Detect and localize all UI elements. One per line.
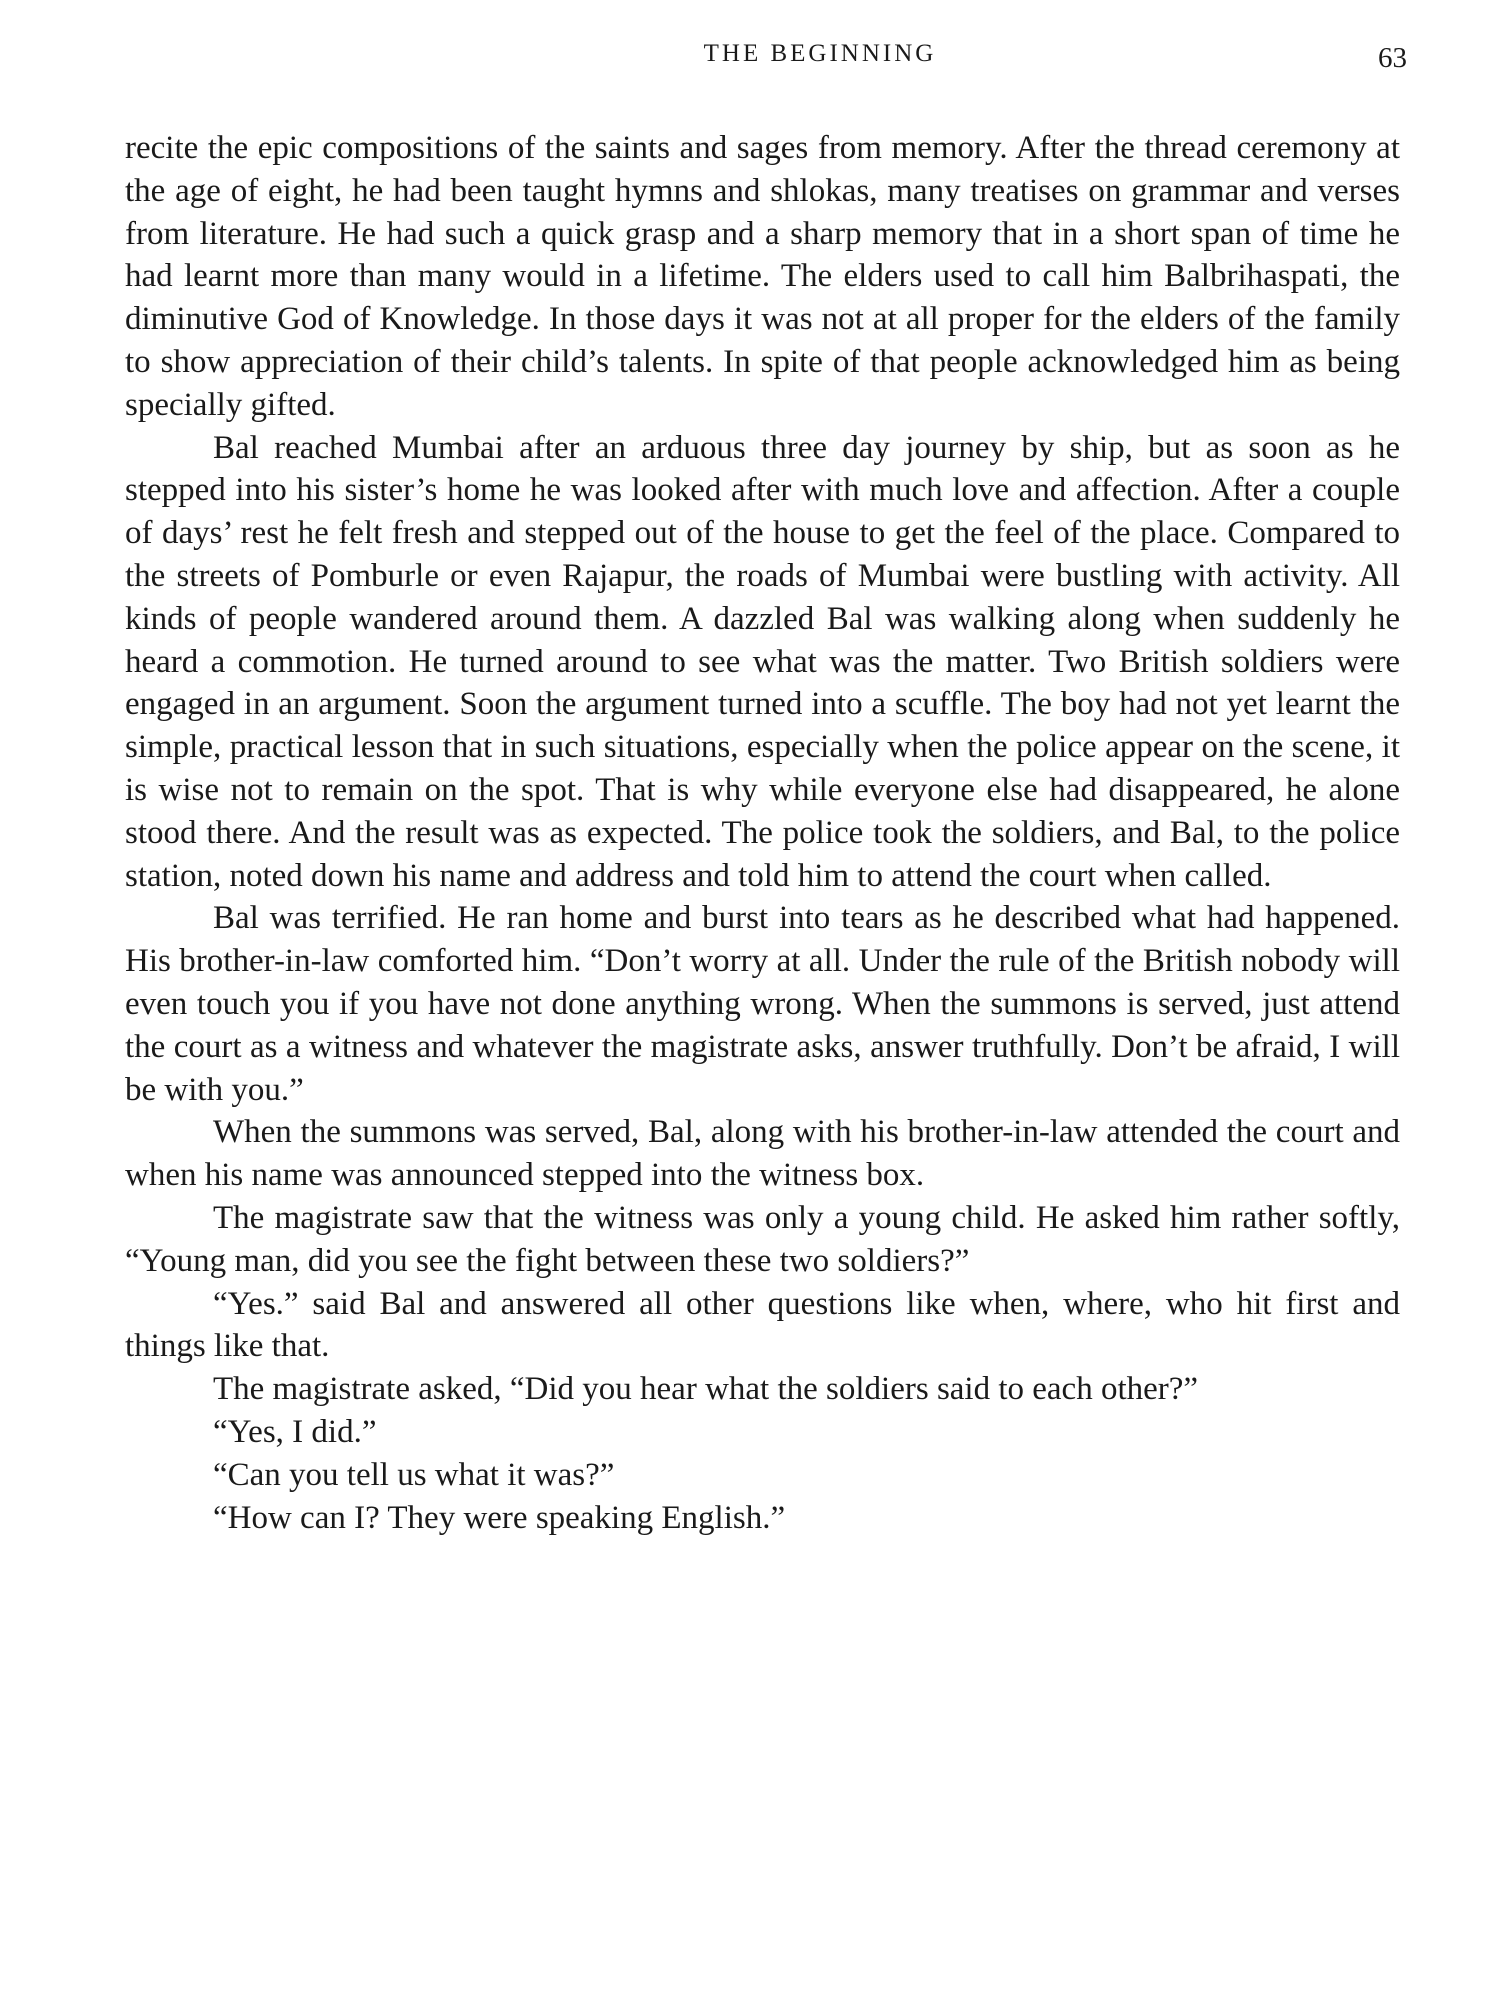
paragraph: Bal was terrified. He ran home and burst into tears as he described what had happened. His brother-in-law comforted him. “Don’t worry at all. Under the rule of the British nobody will even touch you if you have not done anything wrong. When the summons is served, just attend the court as a witness and whatever the magistrate asks, answer truthfully. Don’t be afraid, I will be with you.” bbox=[125, 900, 1400, 1108]
paragraph: The magistrate saw that the witness was only a young child. He asked him rather softly, “Young man, did you see the fight between these two soldiers?” bbox=[125, 1199, 1400, 1279]
paragraph: When the summons was served, Bal, along with his brother-in-law attended the court and when his name was announced stepped into the witness box. bbox=[125, 1114, 1400, 1194]
dialogue-line: “Can you tell us what it was?” bbox=[213, 1456, 615, 1493]
paragraph: recite the epic compositions of the saints and sages from memory. After the thread ceremony at the age of eight, he had been taught hymns and shlokas, many treatises on grammar and verses from literature. He had such a quick grasp and a sharp memory that in a short span of time he had learnt more than many would in a lifetime. The elders used to call him Balbrihaspati, the diminutive God of Knowledge. In those days it was not at all proper for the elders of the family to show appreciation of their child’s talents. In spite of that people acknowledged him as being specially gifted. bbox=[125, 130, 1400, 423]
running-head bbox=[0, 40, 1500, 80]
dialogue-line: “How can I? They were speaking English.” bbox=[213, 1499, 786, 1536]
running-title: THE BEGINNING bbox=[703, 40, 937, 67]
paragraph: “Yes.” said Bal and answered all other questions like when, where, who hit first and things like that. bbox=[125, 1285, 1400, 1365]
paragraph: The magistrate asked, “Did you hear what the soldiers said to each other?” bbox=[213, 1371, 1199, 1408]
body-text bbox=[125, 127, 1400, 1539]
page-number: 63 bbox=[1378, 42, 1407, 74]
paragraph: Bal reached Mumbai after an arduous three day journey by ship, but as soon as he stepped into his sister’s home he was looked after with much love and affection. After a couple of days’ rest he felt fresh and stepped out of the house to get the feel of the place. Compared to the streets of Pomburle or even Rajapur, the roads of Mumbai were bustling with activity. All kinds of people wandered around them. A dazzled Bal was walking along when suddenly he heard a commotion. He turned around to see what was the matter. Two British soldiers were engaged in an argument. Soon the argument turned into a scuffle. The boy had not yet learnt the simple, practical lesson that in such situations, especially when the police appear on the scene, it is wise not to remain on the spot. That is why while everyone else had disappeared, he alone stood there. And the result was as expected. The police took the soldiers, and Bal, to the police station, noted down his name and address and told him to attend the court when called. bbox=[125, 429, 1400, 894]
dialogue-line: “Yes, I did.” bbox=[213, 1413, 377, 1450]
